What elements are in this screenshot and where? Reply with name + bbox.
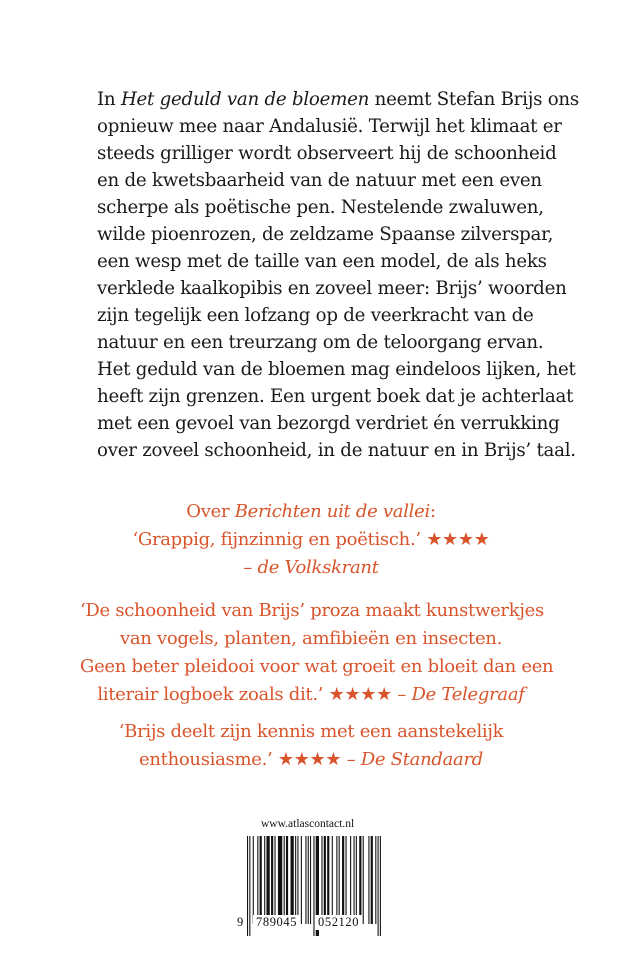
barcode-bar [253, 836, 254, 924]
barcode-bar [359, 836, 361, 924]
barcode-bar [249, 836, 250, 936]
review-quote-standaard [80, 718, 542, 774]
blurb-line: scherpe als poëtische pen. Nestelende zwaluwen, [97, 197, 544, 218]
blurb-text: In [97, 89, 121, 110]
blurb-line: over zoveel schoonheid, in de natuur en in Brijs’ taal. [97, 440, 576, 461]
book-title: Het geduld van de bloemen [120, 89, 370, 110]
barcode-bar [368, 836, 369, 924]
barcode-bar [284, 836, 285, 924]
description-blurb [97, 86, 579, 464]
barcode-bar [336, 836, 337, 924]
isbn-digits-right: 052120 [315, 915, 362, 930]
barcode-bar [354, 836, 355, 924]
barcode-bar [260, 836, 262, 924]
barcode-bar [371, 836, 373, 924]
quote-line: ‘Grappig, fijnzinnig en poëtisch.’ ★★★★ [132, 529, 490, 550]
quote-text: enthousiasme.’ ★★★★ – [139, 749, 361, 770]
blurb-line: en de kwetsbaarheid van de natuur met een even [97, 170, 542, 191]
quote-text: literair logboek zoals dit.’ ★★★★ – [97, 684, 412, 705]
barcode-bar [339, 836, 340, 924]
barcode-bar [295, 836, 296, 924]
blurb-line: steeds grilliger wordt observeert hij de schoonheid [97, 143, 557, 164]
barcode-bar [271, 836, 273, 924]
quote-line: ‘De schoonheid van Brijs’ proza maakt kunstwerkjes [80, 600, 544, 621]
quote-text: Over [186, 501, 235, 522]
barcode-bar [363, 836, 364, 924]
blurb-line: met een gevoel van bezorgd verdriet én verrukking [97, 413, 560, 434]
blurb-line: wilde pioenrozen, de zeldzame Spaanse zilverspar, [97, 224, 554, 245]
blurb-text: neemt Stefan Brijs ons [369, 89, 579, 110]
publisher-url: www.atlascontact.nl [261, 818, 355, 830]
blurb-line [97, 86, 579, 113]
barcode-bar [350, 836, 351, 924]
quote-line [80, 498, 542, 526]
barcode-bar [291, 836, 294, 924]
quote-line: Geen beter pleidooi voor wat groeit en bloeit dan een [80, 656, 554, 677]
barcode-bar [301, 836, 302, 924]
review-quote-telegraaf [80, 597, 554, 709]
barcode-bar [342, 836, 344, 924]
barcode-bar [257, 836, 258, 924]
blurb-line: verklede kaalkopibis en zoveel meer: Brijs’ woorden [97, 278, 567, 299]
barcode-bar [297, 836, 298, 924]
quote-line [80, 681, 542, 709]
blurb-line: een wesp met de taille van een model, de als heks [97, 251, 547, 272]
barcode-bar [286, 836, 288, 924]
barcode-bar [266, 836, 269, 924]
quote-line: ‘Brijs deelt zijn kennis met een aanstekelijk [118, 721, 504, 742]
barcode-bar [327, 836, 329, 924]
barcode-bar [247, 836, 248, 936]
isbn-digits-left: 789045 [253, 915, 300, 930]
review-quote-volkskrant [80, 498, 542, 582]
blurb-line: natuur en een treurzang om de teloorgang ervan. [97, 332, 544, 353]
barcode-bar [278, 836, 282, 924]
barcode-bar [375, 836, 376, 924]
barcode-bar [346, 836, 347, 924]
barcode-bar [356, 836, 357, 924]
quote-line: van vogels, planten, amfibieën en insecten. [119, 628, 503, 649]
barcode-bar [274, 836, 275, 924]
barcode-bar [324, 836, 326, 924]
barcode-bar [378, 836, 379, 936]
barcode-bar [332, 836, 333, 924]
blurb-line: zijn tegelijk een lofzang op de veerkracht van de [97, 305, 534, 326]
barcode-bar [308, 836, 309, 924]
blurb-line: opnieuw mee naar Andalusië. Terwijl het klimaat er [97, 116, 562, 137]
previous-book-title: Berichten uit de vallei [234, 501, 430, 522]
barcode-bar [321, 836, 322, 924]
barcode-bar [264, 836, 265, 924]
quote-source: De Telegraaf [411, 684, 525, 705]
blurb-line: Het geduld van de bloemen mag eindeloos lijken, het [97, 359, 576, 380]
barcode-bar [305, 836, 306, 924]
isbn-digit-first: 9 [237, 915, 244, 929]
quote-line [80, 746, 542, 774]
quote-text: : [429, 501, 436, 522]
barcode-bar [380, 836, 381, 936]
barcode-bar [310, 836, 311, 924]
quote-source: De Standaard [360, 749, 483, 770]
blurb-line: heeft zijn grenzen. Een urgent boek dat je achterlaat [97, 386, 574, 407]
quote-source: – de Volkskrant [243, 557, 379, 578]
